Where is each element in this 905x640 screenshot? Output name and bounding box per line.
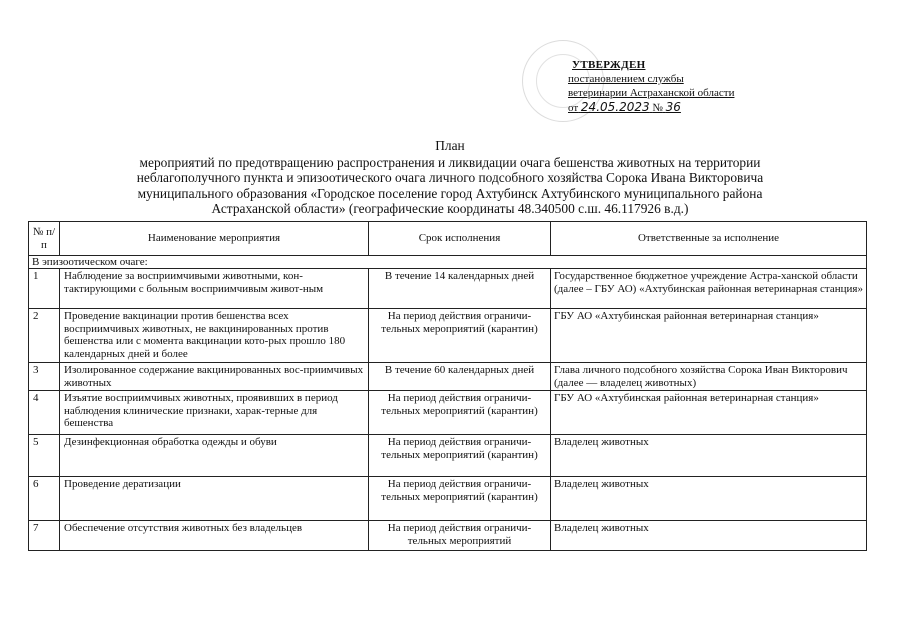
row-num: 7 xyxy=(29,521,60,551)
row-deadline: В течение 60 календарных дней xyxy=(369,363,551,391)
row-responsible: Глава личного подсобного хозяйства Сорока Иван Викторович (далее — владелец животных) xyxy=(551,363,867,391)
approval-date-line xyxy=(568,100,798,115)
document-title xyxy=(100,138,800,217)
table-row xyxy=(29,435,867,477)
table-row xyxy=(29,309,867,363)
row-deadline: На период действия ограничи-тельных мероприятий (карантин) xyxy=(369,477,551,521)
row-num: 4 xyxy=(29,391,60,435)
table-row xyxy=(29,269,867,309)
row-deadline: В течение 14 календарных дней xyxy=(369,269,551,309)
number-prefix: № xyxy=(652,102,663,114)
title-line-2: неблагополучного пункта и эпизоотического очага личного подсобного хозяйства Сорока Ивана Викторовича xyxy=(136,170,764,185)
row-measure: Проведение дератизации xyxy=(60,477,369,521)
row-measure: Наблюдение за восприимчивыми животными, кон-тактирующими с больным восприимчивым живот-ным xyxy=(60,269,369,309)
row-measure: Изолированное содержание вакцинированных вос-приимчивых животных xyxy=(60,363,369,391)
row-responsible: ГБУ АО «Ахтубинская районная ветеринарная станция» xyxy=(551,391,867,435)
row-deadline: На период действия ограничи-тельных мероприятий xyxy=(369,521,551,551)
approval-heading: УТВЕРЖДЕН xyxy=(572,59,646,71)
date-value: 24.05.2023 xyxy=(580,100,650,114)
header-num: № п/п xyxy=(29,222,60,256)
table-header-row xyxy=(29,222,867,256)
row-measure: Обеспечение отсутствия животных без владельцев xyxy=(60,521,369,551)
table-row xyxy=(29,391,867,435)
header-measure: Наименование мероприятия xyxy=(60,222,369,256)
table-row xyxy=(29,363,867,391)
title-line-3: муниципального образования «Городское поселение город Ахтубинск Ахтубинского муниципального района xyxy=(137,185,763,201)
date-prefix: от xyxy=(568,102,579,114)
table-row xyxy=(29,521,867,551)
title-plan-word: План xyxy=(435,138,465,153)
row-measure: Проведение вакцинации против бешенства всех восприимчивых животных, не вакцинированных против бешенства или с момента вакцинации кото-рых прошло 180 календарных дней и более xyxy=(60,309,369,363)
row-deadline: На период действия ограничи-тельных мероприятий (карантин) xyxy=(369,435,551,477)
header-deadline: Срок исполнения xyxy=(369,222,551,256)
row-responsible: Владелец животных xyxy=(551,521,867,551)
row-num: 2 xyxy=(29,309,60,363)
row-num: 5 xyxy=(29,435,60,477)
section-label: В эпизоотическом очаге: xyxy=(29,256,867,269)
row-deadline: На период действия ограничи-тельных мероприятий (карантин) xyxy=(369,391,551,435)
row-responsible: Владелец животных xyxy=(551,477,867,521)
title-line-1: мероприятий по предотвращению распространения и ликвидации очага бешенства животных на территории xyxy=(139,154,761,170)
row-num: 6 xyxy=(29,477,60,521)
row-measure: Изъятие восприимчивых животных, проявивших в период наблюдения клинические признаки, харак-терные для бешенства xyxy=(60,391,369,435)
section-row xyxy=(29,256,867,269)
title-line-4: Астраханской области» (географические координаты 48.340500 с.ш. 46.117926 в.д.) xyxy=(211,201,689,216)
row-num: 3 xyxy=(29,363,60,391)
header-responsible: Ответственные за исполнение xyxy=(551,222,867,256)
number-value: 36 xyxy=(665,100,681,114)
row-deadline: На период действия ограничи-тельных мероприятий (карантин) xyxy=(369,309,551,363)
row-num: 1 xyxy=(29,269,60,309)
row-responsible: Государственное бюджетное учреждение Астра-ханской области (далее – ГБУ АО) «Ахтубинская районная ветеринарная станция» xyxy=(551,269,867,309)
row-responsible: ГБУ АО «Ахтубинская районная ветеринарная станция» xyxy=(551,309,867,363)
approval-line-1: постановлением службы xyxy=(568,73,684,85)
row-measure: Дезинфекционная обработка одежды и обуви xyxy=(60,435,369,477)
table-row xyxy=(29,477,867,521)
approval-block xyxy=(568,58,798,115)
measures-table xyxy=(28,221,867,551)
row-responsible: Владелец животных xyxy=(551,435,867,477)
approval-line-2: ветеринарии Астраханской области xyxy=(568,87,735,99)
